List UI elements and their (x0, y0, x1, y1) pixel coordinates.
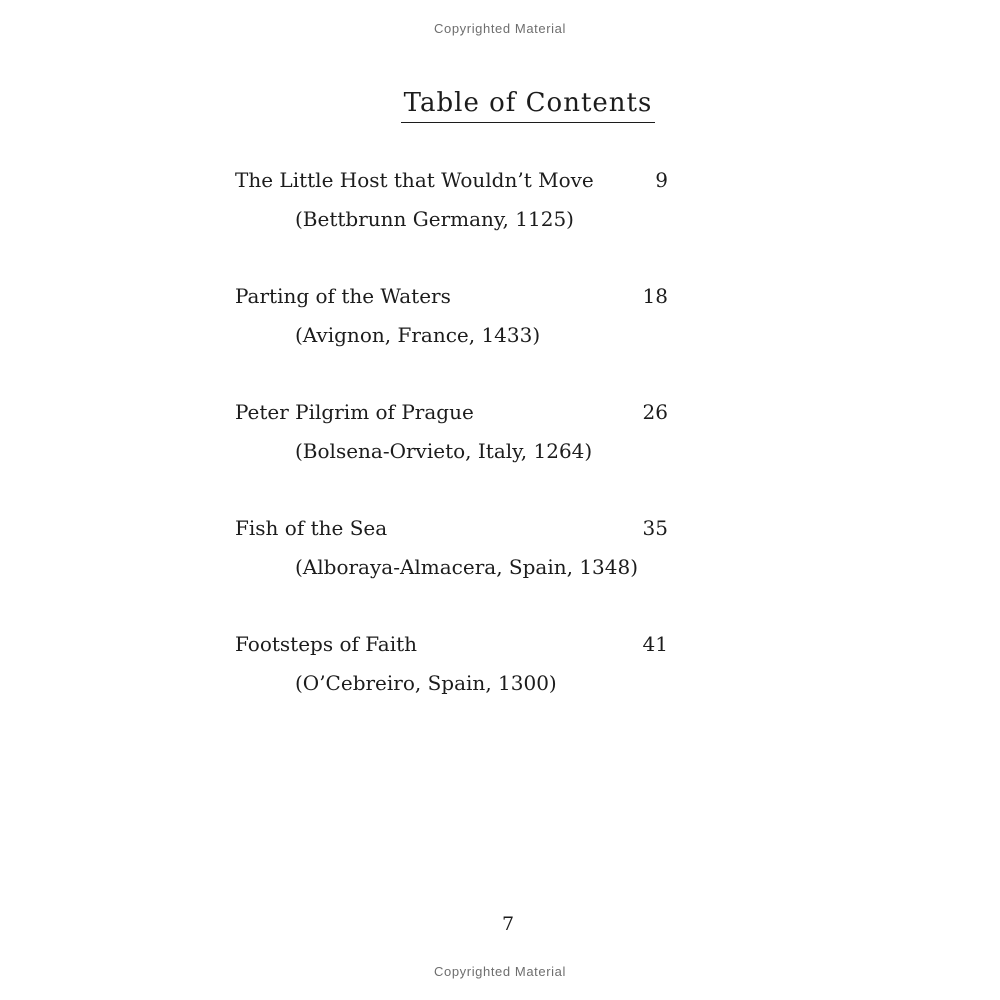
toc-entry-page-number: 26 (642, 400, 668, 424)
toc-entry-row (235, 630, 668, 658)
copyright-notice-bottom: Copyrighted Material (434, 964, 566, 979)
toc-entry-title: Footsteps of Faith (235, 632, 418, 656)
toc-entry (235, 166, 668, 233)
folio-page-number-value: 7 (501, 913, 515, 935)
toc-entry-page-number: 18 (642, 284, 668, 308)
toc-entry-title: Fish of the Sea (235, 516, 388, 540)
toc-entry-page-number: 9 (655, 168, 668, 192)
toc-entry-subtitle: (O’Cebreiro, Spain, 1300) (295, 671, 557, 695)
folio-page-number (0, 913, 1000, 935)
toc-entry (235, 630, 668, 697)
toc-entry-title: The Little Host that Wouldn’t Move (235, 168, 594, 192)
toc-entry (235, 282, 668, 349)
toc-entry-title: Parting of the Waters (235, 284, 451, 308)
toc-entry-subtitle: (Bettbrunn Germany, 1125) (295, 207, 574, 231)
toc-entry-row (235, 398, 668, 426)
page-title: Table of Contents (401, 88, 656, 123)
toc-entry (235, 514, 668, 581)
toc-entry-row (235, 166, 668, 194)
toc-entry-title: Peter Pilgrim of Prague (235, 400, 474, 424)
toc-entry (235, 398, 668, 465)
toc-entry-subtitle: (Bolsena-Orvieto, Italy, 1264) (295, 439, 593, 463)
toc-entry-list (235, 166, 668, 746)
toc-entry-subtitle: (Alboraya-Almacera, Spain, 1348) (295, 555, 639, 579)
toc-entry-row (235, 282, 668, 310)
toc-entry-page-number: 41 (642, 632, 668, 656)
toc-title-wrap (0, 88, 1000, 123)
toc-entry-subtitle: (Avignon, France, 1433) (295, 323, 541, 347)
toc-entry-page-number: 35 (642, 516, 668, 540)
toc-entry-row (235, 514, 668, 542)
copyright-notice-top: Copyrighted Material (434, 21, 566, 36)
